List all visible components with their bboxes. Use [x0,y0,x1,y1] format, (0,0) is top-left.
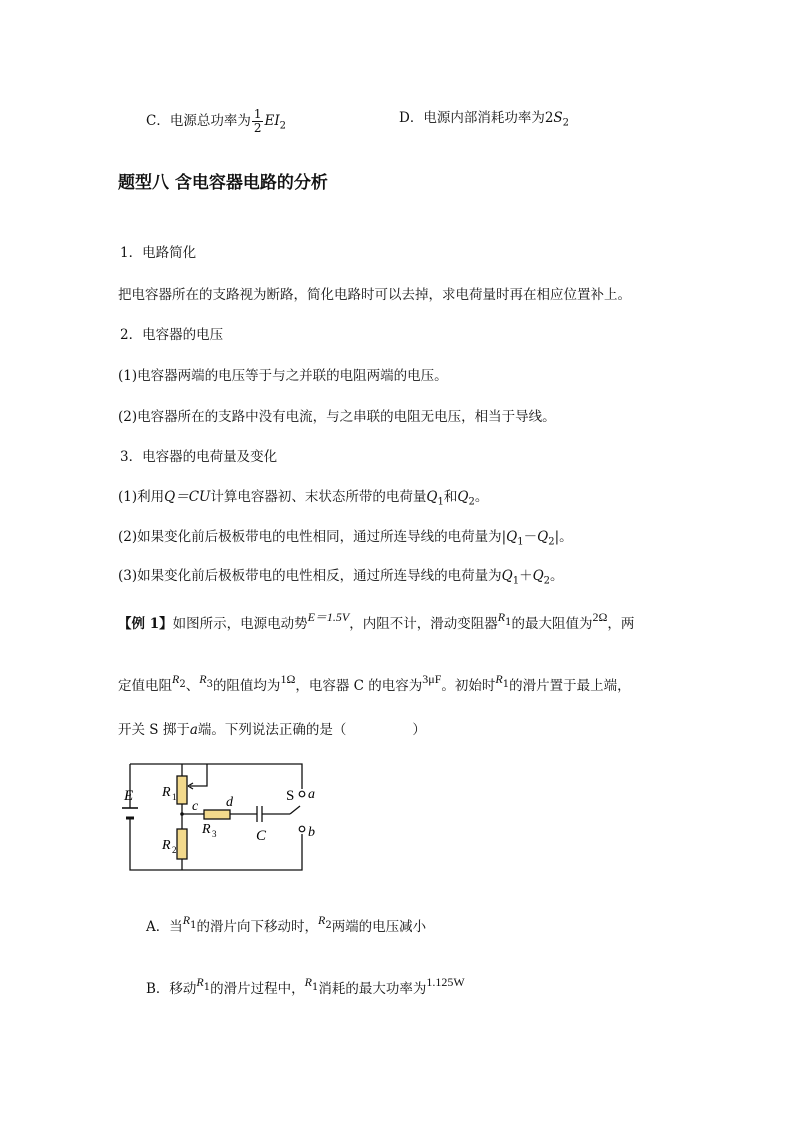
label-r1-sub: 1 [172,792,177,802]
r2-symbol: R [317,913,326,927]
q1-sub: 1 [517,536,524,548]
p3-item3-end: 。 [550,568,564,584]
emf-value: E＝1.5V [307,610,350,624]
label-b: b [308,825,315,840]
label-switch: S [286,788,295,804]
label-a: a [308,787,315,802]
example-text: 开关 S 掷于 [118,722,190,738]
option-b [146,975,465,1005]
terminal-a-ref: a [189,722,198,738]
option-b-text: 消耗的最大功率为 [318,981,427,997]
option-c-expr: EI [264,113,280,129]
example-tag: 【例 1】 [118,616,173,632]
p3-item1 [118,487,488,513]
r1-sub: 1 [311,981,319,993]
label-capacitor: C [256,828,267,844]
section-title: 题型八 含电容器电路的分析 [118,173,328,193]
example-separator: 、 [185,678,200,694]
r1-symbol: R [304,975,312,989]
p2-title: 2．电容器的电压 [120,327,224,343]
fraction-numerator: 1 [253,107,262,121]
option-a-label: A．当 [146,919,183,935]
formula-q-cu: Q＝CU [164,489,211,505]
label-e: E [124,788,134,804]
q2-sub: 2 [468,496,475,508]
option-a-text: 的滑片向下移动时， [196,919,318,935]
example-text: 端。下列说法正确的是（ [197,722,347,738]
option-c-label: C．电源总功率为 [146,113,251,129]
p3-title: 3．电容器的电荷量及变化 [120,449,278,465]
r3-sub: 3 [206,678,213,690]
example-text: 定值电阻 [118,678,172,694]
option-d-label: D．电源内部消耗功率为 [399,110,545,126]
junction-node [180,812,184,816]
q1-symbol: Q [506,529,518,545]
option-d-sub: 2 [562,117,570,129]
example-text: 的阻值均为 [212,678,281,694]
resistor-r2 [177,829,187,859]
p1-title: 1．电路简化 [120,245,197,261]
q2-symbol: Q [532,568,544,584]
p3-item2-end: |。 [554,529,573,545]
r1-max-value: 2Ω [592,610,608,624]
p2-item2: (2)电容器所在的支路中没有电流，与之串联的电阻无电压，相当于导线。 [118,409,556,425]
capacitance-value: 3μF [422,672,442,686]
example-text: 。初始时 [441,678,496,694]
label-c-node: c [192,799,199,814]
example-line-1 [118,610,635,640]
p3-item3 [118,566,564,592]
label-r2: R [162,838,171,853]
q1-sub: 1 [512,575,520,587]
label-r2-sub: 2 [172,845,177,855]
circuit-diagram [122,756,332,876]
q2-symbol: Q [537,529,549,545]
p1-body: 把电容器所在的支路视为断路，简化电路时可以去掉，求电荷量时再在相应位置补上。 [118,287,631,303]
q1-symbol: Q [501,568,513,584]
q2-symbol: Q [457,489,469,505]
p3-item2-text: (2)如果变化前后极板带电的电性相同，通过所连导线的电荷量为| [118,529,507,545]
wire-left-lower [130,818,302,870]
p3-item1-and: 和 [443,489,458,505]
option-c-sub: 2 [279,120,287,132]
terminal-a [299,791,305,797]
label-r3-sub: 3 [212,829,217,839]
p3-item1-end: 。 [474,489,489,505]
fraction-denominator: 2 [253,121,262,135]
p3-item3-text: (3)如果变化前后极板带电的电性相反，通过所连导线的电荷量为 [118,568,502,584]
p3-item2 [118,527,573,553]
switch-blade [290,806,300,814]
option-b-text: 的滑片过程中， [210,981,305,997]
q2-sub: 2 [548,536,555,548]
option-c [146,108,286,137]
example-line-3 [118,720,426,740]
r3-symbol: R [199,672,207,686]
example-text: 的最大阻值为 [511,616,593,632]
option-d-var: S [553,110,563,126]
r1-sub: 1 [190,919,197,931]
resistor-r1 [177,776,187,804]
fraction-half [252,108,264,135]
example-text: 的滑片置于最上端， [509,678,631,694]
label-r1: R [162,785,171,800]
q2-sub: 2 [543,575,551,587]
label-r3: R [202,822,211,837]
q1-sub: 1 [437,496,444,508]
example-line-2 [118,672,631,702]
r2-sub: 2 [179,678,186,690]
p2-item1: (1)电容器两端的电压等于与之并联的电阻两端的电压。 [118,368,448,384]
wire-top [130,764,302,789]
r1-symbol: R [495,672,503,686]
p3-item1-text-a: (1)利用 [118,489,165,505]
example-text: ，两 [607,616,635,632]
minus-sign: － [523,529,538,545]
resistor-r3 [204,810,230,819]
example-text: ，电容器 C 的电容为 [295,678,423,694]
plus-sign: ＋ [519,568,533,584]
example-text: 如图所示，电源电动势 [172,616,308,632]
label-d-node: d [226,795,233,810]
max-power-value: 1.125W [426,975,465,989]
q1-symbol: Q [426,489,438,505]
option-a [146,913,427,943]
option-d [399,108,569,134]
option-d-coef: 2 [544,110,554,126]
r1-sub: 1 [203,981,211,993]
r1-sub: 1 [502,678,510,690]
r2-symbol: R [172,672,180,686]
terminal-b [299,826,305,832]
example-text: ） [412,722,426,738]
r1-symbol: R [497,610,506,624]
resistance-value: 1Ω [280,672,296,686]
example-text: ，内阻不计，滑动变阻器 [349,616,498,632]
option-a-text: 两端的电压减小 [331,919,427,935]
p3-item1-text-b: 计算电容器初、末状态所带的电荷量 [210,489,427,505]
r1-sub: 1 [505,616,512,628]
r1-symbol: R [196,975,204,989]
r1-symbol: R [182,913,191,927]
r2-sub: 2 [325,919,332,931]
option-b-label: B．移动 [146,981,197,997]
